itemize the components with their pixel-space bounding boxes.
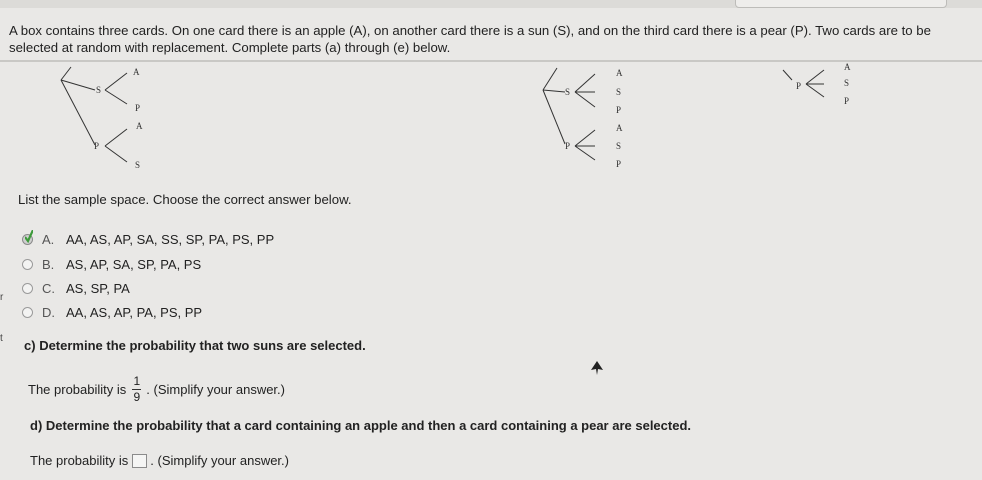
part-c-answer-prefix: The probability is <box>28 382 127 397</box>
part-b-prompt: List the sample space. Choose the correct answer below. <box>18 192 352 207</box>
tree2-label-s3: S <box>616 141 622 151</box>
part-d-label: d) <box>30 418 43 433</box>
part-c-label: c) <box>24 338 36 353</box>
mouse-cursor-icon <box>591 361 603 375</box>
option-b-text: AS, AP, SA, SP, PA, PS <box>66 256 202 272</box>
tree2-label-p: P <box>616 105 622 115</box>
option-d[interactable] <box>22 303 202 321</box>
tree2-label-s2: S <box>616 87 622 97</box>
tree-diagram-2 <box>535 62 645 177</box>
tree1-label-a: A <box>133 67 140 77</box>
part-c-hint: . (Simplify your answer.) <box>146 382 285 397</box>
edge-mark-2: t <box>0 333 3 344</box>
part-c-question <box>24 338 366 353</box>
part-d-question <box>30 418 691 433</box>
option-b-letter: B. <box>42 256 55 272</box>
part-c-text: Determine the probability that two suns are selected. <box>39 338 366 353</box>
checkmark-icon <box>25 230 33 243</box>
option-d-letter: D. <box>42 304 55 320</box>
part-c-answer <box>28 375 285 404</box>
option-a-text: AA, AS, AP, SA, SS, SP, PA, PS, PP <box>66 231 275 247</box>
part-d-text: Determine the probability that a card containing an apple and then a card containing a pear are selected. <box>45 418 692 433</box>
option-b-radio[interactable] <box>22 259 33 270</box>
part-c-numerator: 1 <box>133 374 141 388</box>
option-a-letter: A. <box>42 231 55 247</box>
problem-statement: A box contains three cards. On one card there is an apple (A), on another card there is a sun (S), and on the third card there is a pear (P). Two cards are to be selected at random with replacement. Complete parts (a) through (e) below. <box>9 23 931 55</box>
tree2-label-s: S <box>565 87 571 97</box>
edge-mark-1: r <box>0 292 4 303</box>
option-d-text: AA, AS, AP, PA, PS, PP <box>66 304 203 320</box>
tree2-label-a2: A <box>616 123 623 133</box>
tree2-label-p3: P <box>616 159 622 169</box>
tree1-label-p: P <box>135 103 141 113</box>
option-a-radio[interactable] <box>22 234 33 245</box>
part-d-hint: . (Simplify your answer.) <box>150 453 289 468</box>
part-d-answer <box>30 453 289 468</box>
option-c-radio[interactable] <box>22 283 33 294</box>
option-b[interactable] <box>22 255 201 273</box>
tree1-label-s2: S <box>135 160 141 170</box>
tree3-label-p2: P <box>844 96 850 106</box>
top-button-edge[interactable] <box>735 0 947 8</box>
tree3-label-a: A <box>844 62 851 72</box>
tree2-label-p2: P <box>565 141 571 151</box>
part-c-denominator: 9 <box>133 390 141 404</box>
tree-diagram-3 <box>780 60 860 115</box>
option-c[interactable] <box>22 279 130 297</box>
option-a[interactable] <box>22 230 274 248</box>
part-d-answer-input[interactable] <box>132 454 147 468</box>
tree3-label-p: P <box>796 81 802 91</box>
option-c-text: AS, SP, PA <box>66 280 130 296</box>
tree-diagram-1 <box>55 62 175 177</box>
tree2-label-a: A <box>616 68 623 78</box>
tree1-label-p2: P <box>94 141 100 151</box>
part-d-answer-prefix: The probability is <box>30 453 129 468</box>
option-c-letter: C. <box>42 280 55 296</box>
tree1-label-a2: A <box>136 121 143 131</box>
tree3-label-s: S <box>844 78 850 88</box>
tree1-label-s: S <box>96 85 102 95</box>
part-c-fraction[interactable] <box>132 375 141 404</box>
top-toolbar-strip <box>0 0 982 8</box>
option-d-radio[interactable] <box>22 307 33 318</box>
